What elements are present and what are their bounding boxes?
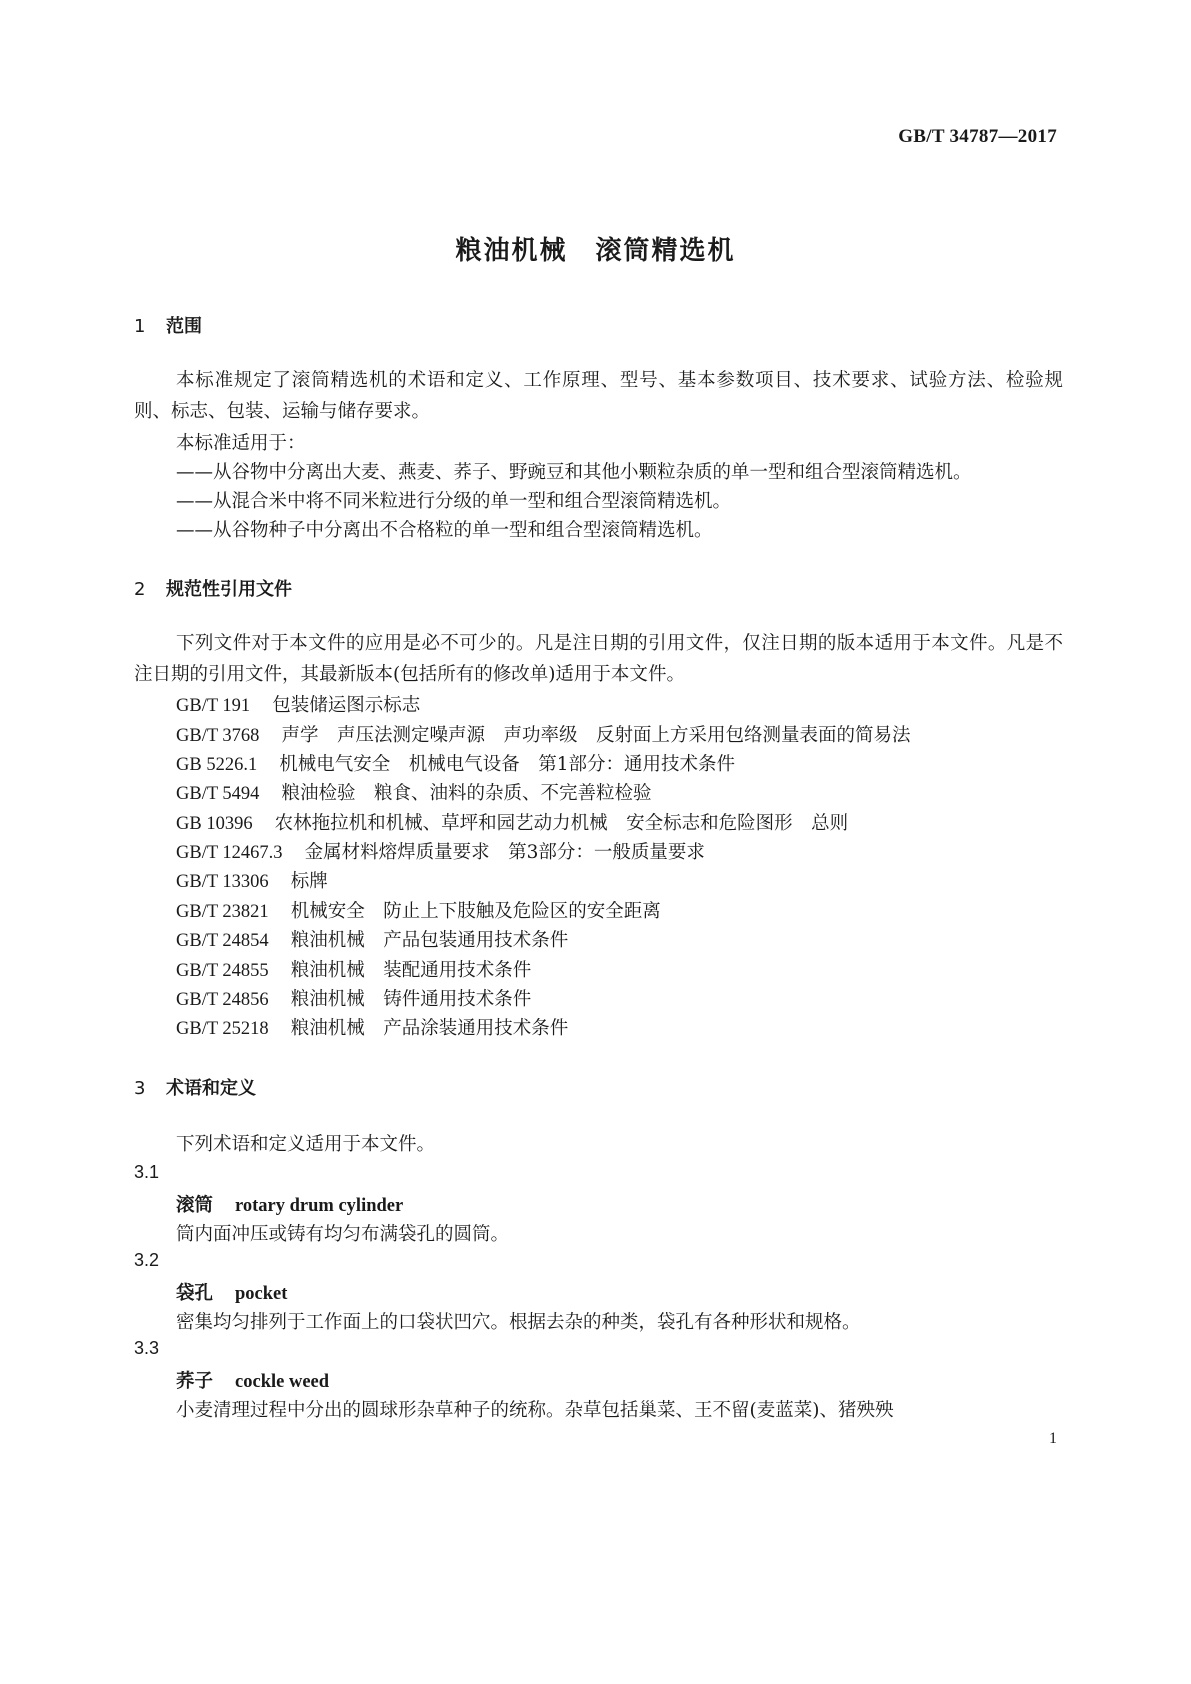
term-name: 荞子 cockle weed [176,1371,330,1392]
section-3-heading: 3 术语和定义 [134,1078,256,1099]
term-definition: 密集均匀排列于工作面上的口袋状凹穴。根据去杂的种类，袋孔有各种形状和规格。 [176,1312,861,1333]
reference-item: GB/T 191 包装储运图示标志 [176,695,421,716]
term-definition: 筒内面冲压或铸有均匀布满袋孔的圆筒。 [176,1224,510,1245]
term-number: 3.1 [134,1162,160,1182]
reference-item: GB/T 13306 标牌 [176,871,328,892]
reference-item: GB/T 24854 粮油机械 产品包装通用技术条件 [176,930,569,951]
list-item: ——从谷物中分离出大麦、燕麦、荞子、野豌豆和其他小颗粒杂质的单一型和组合型滚筒精选机。 [176,462,972,483]
reference-item: GB 10396 农林拖拉机和机械、草坪和园艺动力机械 安全标志和危险图形 总则 [176,813,849,834]
section-2-heading: 2 规范性引用文件 [134,579,292,600]
reference-item: GB/T 24856 粮油机械 铸件通用技术条件 [176,989,532,1010]
reference-item: GB/T 24855 粮油机械 装配通用技术条件 [176,960,532,981]
standard-code: GB/T 34787—2017 [898,126,1057,147]
term-name: 袋孔 pocket [176,1283,288,1304]
reference-item: GB/T 3768 声学 声压法测定噪声源 声功率级 反射面上方采用包络测量表面的简易法 [176,725,911,746]
title-part-2: 滚筒精选机 [595,236,736,266]
section-3-intro: 下列术语和定义适用于本文件。 [176,1134,436,1155]
term-number: 3.3 [134,1338,160,1358]
term-number: 3.2 [134,1250,160,1270]
list-item: ——从混合米中将不同米粒进行分级的单一型和组合型滚筒精选机。 [176,491,732,512]
reference-item: GB/T 23821 机械安全 防止上下肢触及危险区的安全距离 [176,901,661,922]
section-1-heading: 1 范围 [134,316,202,337]
list-item: ——从谷物种子中分离出不合格粒的单一型和组合型滚筒精选机。 [176,520,713,541]
title-part-1: 粮油机械 [455,236,568,266]
page-number: 1 [1049,1430,1057,1447]
reference-item: GB/T 5494 粮油检验 粮食、油料的杂质、不完善粒检验 [176,783,652,804]
term-definition: 小麦清理过程中分出的圆球形杂草种子的统称。杂草包括巢菜、王不留(麦蓝菜)、猪殃殃 [176,1400,894,1421]
document-title [0,230,1191,267]
section-1-applies: 本标准适用于： [176,433,306,454]
reference-item: GB/T 12467.3 金属材料熔焊质量要求 第3部分：一般质量要求 [176,842,705,863]
term-name: 滚筒 rotary drum cylinder [176,1195,404,1216]
reference-item: GB/T 25218 粮油机械 产品涂装通用技术条件 [176,1018,569,1039]
reference-item: GB 5226.1 机械电气安全 机械电气设备 第1部分：通用技术条件 [176,754,735,775]
section-1-scope-paragraph: 本标准规定了滚筒精选机的术语和定义、工作原理、型号、基本参数项目、技术要求、试验方法、检验规则、标志、包装、运输与储存要求。 [134,370,1063,422]
section-2-paragraph: 下列文件对于本文件的应用是必不可少的。凡是注日期的引用文件，仅注日期的版本适用于本文件。凡是不注日期的引用文件，其最新版本(包括所有的修改单)适用于本文件。 [134,633,1063,685]
